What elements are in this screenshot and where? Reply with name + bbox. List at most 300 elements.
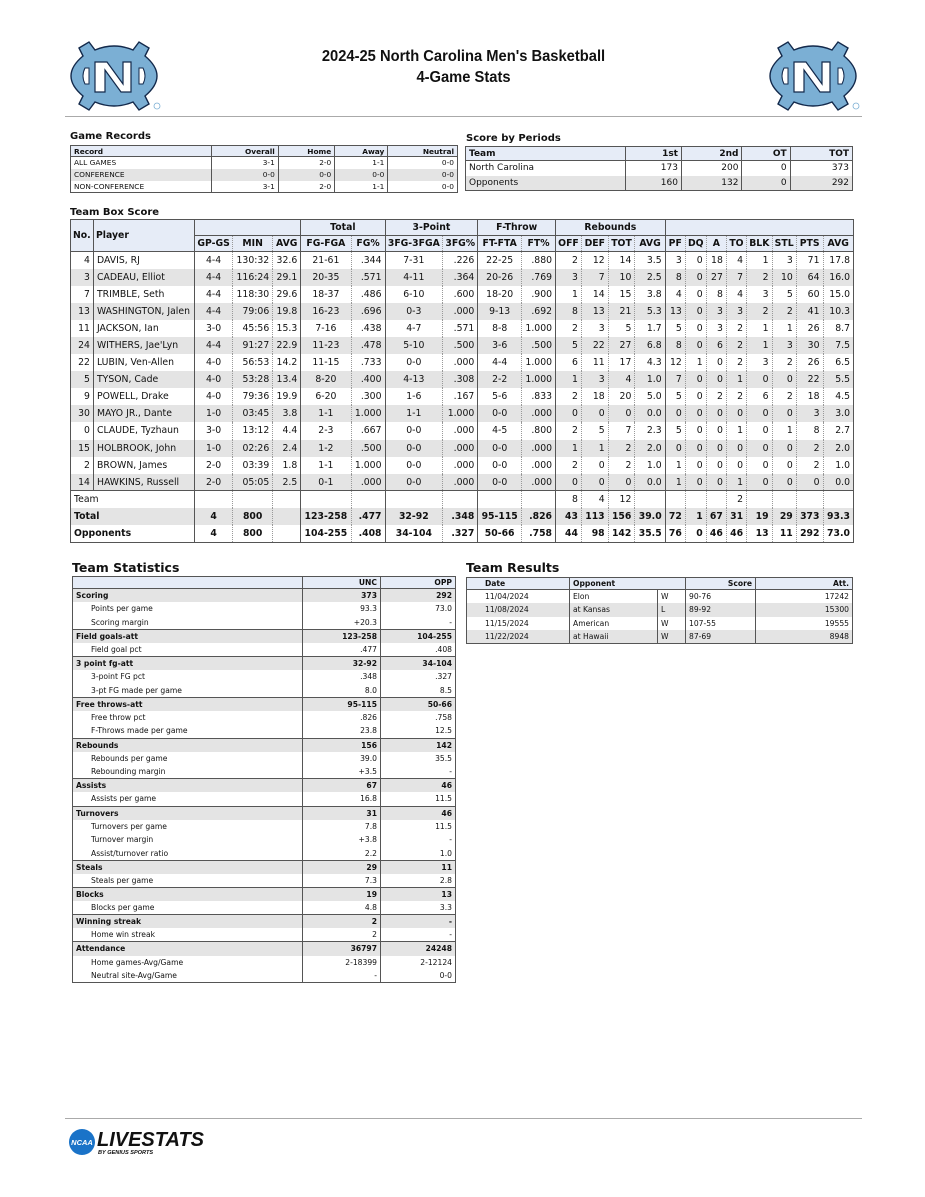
stat-category-row — [73, 656, 456, 670]
stat-cell: .758 — [522, 525, 556, 542]
stat-cell: 1.000 — [522, 320, 556, 337]
game-row — [467, 603, 853, 617]
jersey-number: 24 — [71, 337, 94, 354]
game-records-title: Game Records — [70, 131, 151, 142]
stat-cell: 2-0 — [195, 457, 233, 474]
stat-cell: 0 — [772, 371, 796, 388]
stat-cell: .000 — [443, 422, 478, 439]
stat-cell: 8-8 — [478, 320, 522, 337]
stat-cell: 0 — [706, 354, 726, 371]
col-team: Team — [466, 147, 626, 161]
game-date: 11/08/2024 — [467, 603, 570, 617]
stat-label: Home games-Avg/Game — [73, 956, 303, 970]
stat-cell: 0 — [608, 405, 635, 422]
stat-row — [73, 820, 456, 834]
stat-cell: .000 — [522, 405, 556, 422]
unc-value: 2 — [303, 928, 381, 942]
stat-cell: 1 — [665, 474, 685, 491]
stat-cell: 2 — [556, 252, 582, 269]
stat-label: Attendance — [73, 942, 303, 956]
stat-cell: 5 — [772, 286, 796, 303]
stat-cell: 03:39 — [233, 457, 273, 474]
stat-cell: 2-2 — [478, 371, 522, 388]
team-name: Opponents — [466, 176, 626, 191]
player-row — [71, 269, 854, 286]
stat-cell: 4 — [195, 508, 233, 525]
report-header — [65, 36, 862, 116]
stat-cell: 18 — [796, 388, 823, 405]
col-away: Away — [335, 146, 388, 157]
stat-cell: 6 — [747, 388, 773, 405]
stat-cell: 6.5 — [823, 354, 854, 371]
col-opponent: Opponent — [570, 578, 686, 590]
stat-cell: 0 — [726, 457, 746, 474]
stat-row — [73, 616, 456, 630]
stat-cell: 800 — [233, 508, 273, 525]
stat-row — [73, 765, 456, 779]
stat-cell: .696 — [351, 303, 385, 320]
stat-cell — [478, 491, 522, 508]
stat-cell: 64 — [796, 269, 823, 286]
stat-cell: 02:26 — [233, 440, 273, 457]
player-name: CLAUDE, Tyzhaun — [93, 422, 194, 439]
stat-cell: 1 — [685, 354, 706, 371]
stat-cell: 0 — [581, 474, 608, 491]
game-score: 89-92 — [686, 603, 756, 617]
stat-cell: 2 — [726, 491, 746, 508]
col-unc: UNC — [303, 577, 381, 589]
col-min: MIN — [233, 236, 273, 252]
stat-cell: 6-10 — [385, 286, 443, 303]
stat-cell: 1-1 — [301, 405, 351, 422]
stat-cell: 0-0 — [478, 405, 522, 422]
record-value: 1-1 — [335, 181, 388, 193]
opp-value: 1.0 — [381, 847, 456, 861]
stat-label: Steals — [73, 860, 303, 874]
player-name: LUBIN, Ven-Allen — [93, 354, 194, 371]
player-row — [71, 337, 854, 354]
stat-cell: 0 — [685, 303, 706, 320]
stat-cell: 0 — [747, 474, 773, 491]
stat-cell: 26 — [796, 354, 823, 371]
stat-row — [73, 956, 456, 970]
stat-cell: 5.0 — [635, 388, 665, 405]
stat-cell — [273, 491, 301, 508]
opp-value: 0-0 — [381, 969, 456, 983]
opp-value: - — [381, 616, 456, 630]
stat-cell: 800 — [233, 525, 273, 542]
stat-cell: 4-4 — [195, 252, 233, 269]
stat-cell: 0 — [747, 371, 773, 388]
stat-cell: 5-10 — [385, 337, 443, 354]
stat-row — [73, 874, 456, 888]
stat-row — [73, 792, 456, 806]
stat-cell: 4-4 — [195, 269, 233, 286]
stat-cell: .478 — [351, 337, 385, 354]
stat-cell: 4 — [726, 286, 746, 303]
unc-value: 156 — [303, 738, 381, 752]
livestats-wordmark: LIVESTATS — [97, 1129, 204, 1151]
record-value: 0-0 — [388, 181, 458, 193]
stat-cell: 1.0 — [635, 371, 665, 388]
unc-value: 7.3 — [303, 874, 381, 888]
stat-cell: 4-4 — [478, 354, 522, 371]
stat-cell: 0-1 — [301, 474, 351, 491]
opp-value: .327 — [381, 670, 456, 684]
stat-cell: 21 — [608, 303, 635, 320]
stat-cell: 0 — [685, 405, 706, 422]
stat-cell: 29.6 — [273, 286, 301, 303]
stat-row — [73, 643, 456, 657]
player-row — [71, 286, 854, 303]
stat-cell: 0 — [772, 457, 796, 474]
stat-cell: 3 — [706, 303, 726, 320]
col-tot: TOT — [790, 147, 852, 161]
stat-cell: 2 — [608, 440, 635, 457]
stat-cell — [665, 491, 685, 508]
stat-cell: 35.5 — [635, 525, 665, 542]
stat-cell: 03:45 — [233, 405, 273, 422]
stat-cell: 50-66 — [478, 525, 522, 542]
stat-label: Free throw pct — [73, 711, 303, 725]
stat-cell: 10 — [608, 269, 635, 286]
stat-cell: .000 — [351, 474, 385, 491]
stat-cell: 0-0 — [385, 440, 443, 457]
group-gp — [195, 220, 301, 236]
stat-cell: 0 — [685, 320, 706, 337]
stat-cell: 7 — [665, 371, 685, 388]
record-value: 0-0 — [278, 169, 334, 181]
stat-cell: .000 — [443, 303, 478, 320]
stat-cell: 32.6 — [273, 252, 301, 269]
stat-cell: 104-255 — [301, 525, 351, 542]
stat-cell — [747, 491, 773, 508]
stat-cell: 1.0 — [823, 457, 854, 474]
stat-cell: 8-20 — [301, 371, 351, 388]
stat-cell — [796, 491, 823, 508]
stat-cell: 8 — [706, 286, 726, 303]
stat-cell: 1 — [556, 371, 582, 388]
stat-cell: 79:36 — [233, 388, 273, 405]
stat-cell: 17 — [608, 354, 635, 371]
stat-cell: 2 — [772, 354, 796, 371]
record-value: 1-1 — [335, 157, 388, 169]
stat-row — [73, 847, 456, 861]
group-total: Total — [301, 220, 385, 236]
stat-cell: 20-35 — [301, 269, 351, 286]
stat-cell: 2 — [726, 388, 746, 405]
stat-cell: 8 — [556, 491, 582, 508]
stat-cell: 1 — [747, 252, 773, 269]
stat-cell: 13:12 — [233, 422, 273, 439]
stat-cell: 0 — [608, 474, 635, 491]
record-value: 0-0 — [211, 169, 278, 181]
stat-cell: 18 — [581, 388, 608, 405]
stat-cell: 3 — [581, 371, 608, 388]
stat-cell: 4-13 — [385, 371, 443, 388]
col-stl: STL — [772, 236, 796, 252]
opponent-name: at Kansas — [570, 603, 658, 617]
stat-cell: 0 — [665, 405, 685, 422]
stat-cell: 79:06 — [233, 303, 273, 320]
total-row — [71, 508, 854, 525]
stat-cell: 0 — [685, 337, 706, 354]
col-fg-fga: FG-FGA — [301, 236, 351, 252]
opp-value: 11.5 — [381, 820, 456, 834]
stat-cell: 0 — [581, 405, 608, 422]
game-date: 11/22/2024 — [467, 630, 570, 644]
stat-label: Turnovers per game — [73, 820, 303, 834]
stat-cell: 16.0 — [823, 269, 854, 286]
unc-value: 32-92 — [303, 656, 381, 670]
ncaa-badge-text: NCAA — [71, 1138, 93, 1147]
stat-cell: .226 — [443, 252, 478, 269]
unc-value: 2 — [303, 915, 381, 929]
player-name: DAVIS, RJ — [93, 252, 194, 269]
stat-cell: 9-13 — [478, 303, 522, 320]
game-result: W — [658, 617, 686, 631]
game-row — [467, 590, 853, 604]
stat-cell: 56:53 — [233, 354, 273, 371]
stat-cell: 118:30 — [233, 286, 273, 303]
player-name: HAWKINS, Russell — [93, 474, 194, 491]
stat-cell: .167 — [443, 388, 478, 405]
stat-cell: 2.7 — [823, 422, 854, 439]
stat-cell: 7 — [581, 269, 608, 286]
stat-cell: 2 — [608, 457, 635, 474]
stat-cell: 6-20 — [301, 388, 351, 405]
stat-cell: 05:05 — [233, 474, 273, 491]
period-score: 132 — [681, 176, 741, 191]
stat-label: 3-pt FG made per game — [73, 684, 303, 698]
stat-row — [73, 901, 456, 915]
stat-cell: 18 — [706, 252, 726, 269]
jersey-number: 3 — [71, 269, 94, 286]
stat-cell: 0 — [706, 474, 726, 491]
stat-cell: 16-23 — [301, 303, 351, 320]
stat-cell: 8 — [665, 269, 685, 286]
stat-cell: 1.000 — [522, 354, 556, 371]
stat-cell: 4-7 — [385, 320, 443, 337]
stat-cell: 34-104 — [385, 525, 443, 542]
stat-cell: .000 — [522, 457, 556, 474]
game-row — [467, 630, 853, 644]
stat-cell: .000 — [443, 474, 478, 491]
stat-cell: 98 — [581, 525, 608, 542]
game-attendance: 19555 — [756, 617, 853, 631]
stat-row — [73, 752, 456, 766]
stat-cell: 13 — [581, 303, 608, 320]
stat-cell: 93.3 — [823, 508, 854, 525]
stat-cell: 15.3 — [273, 320, 301, 337]
stat-cell: 0-0 — [478, 474, 522, 491]
stat-cell: 7.5 — [823, 337, 854, 354]
stat-label: Blocks — [73, 888, 303, 902]
opp-value: 73.0 — [381, 602, 456, 616]
stat-cell: 20 — [608, 388, 635, 405]
stat-cell — [522, 491, 556, 508]
stat-cell: 2 — [726, 320, 746, 337]
stat-cell: 5 — [665, 422, 685, 439]
jersey-number: 4 — [84, 254, 90, 266]
stat-cell: 2 — [747, 303, 773, 320]
opp-value: 142 — [381, 738, 456, 752]
stat-cell: 2 — [796, 457, 823, 474]
title-line-2: 4-Game Stats — [416, 69, 511, 86]
ncaa-livestats-logo — [68, 1126, 208, 1158]
stat-cell: 5 — [608, 320, 635, 337]
col-1st: 1st — [626, 147, 682, 161]
stat-label: Field goal pct — [73, 643, 303, 657]
stat-cell: .571 — [443, 320, 478, 337]
stat-cell: .880 — [522, 252, 556, 269]
stat-cell: 3 — [556, 269, 582, 286]
record-label: ALL GAMES — [71, 157, 212, 169]
col-avg: AVG — [273, 236, 301, 252]
stat-cell: 1 — [556, 286, 582, 303]
stat-cell: 67 — [706, 508, 726, 525]
stat-cell: 0 — [685, 286, 706, 303]
stat-category-row — [73, 806, 456, 820]
stat-cell: .344 — [351, 252, 385, 269]
stat-cell: 29 — [772, 508, 796, 525]
col-att: Att. — [756, 578, 853, 590]
record-label: NON-CONFERENCE — [71, 181, 212, 193]
unc-value: 36797 — [303, 942, 381, 956]
stat-cell: .826 — [522, 508, 556, 525]
stat-cell: .000 — [443, 457, 478, 474]
stat-cell: .000 — [522, 440, 556, 457]
stat-cell: 0 — [726, 405, 746, 422]
col-fg-: FG% — [351, 236, 385, 252]
stat-label: Blocks per game — [73, 901, 303, 915]
opp-value: .408 — [381, 643, 456, 657]
stat-cell — [823, 491, 854, 508]
col-overall: Overall — [211, 146, 278, 157]
col-date: Date — [467, 578, 570, 590]
col-home: Home — [278, 146, 334, 157]
opp-value: 34-104 — [381, 656, 456, 670]
stat-label: Rebounding margin — [73, 765, 303, 779]
stat-label: 3-point FG pct — [73, 670, 303, 684]
stat-cell: 1 — [726, 371, 746, 388]
stat-cell: .000 — [443, 440, 478, 457]
col-a: A — [706, 236, 726, 252]
box-score-table — [70, 219, 854, 543]
stat-cell: 4 — [581, 491, 608, 508]
stat-cell: 2.5 — [273, 474, 301, 491]
stat-cell: 1 — [772, 422, 796, 439]
stat-cell: 26 — [796, 320, 823, 337]
stat-cell: .000 — [443, 354, 478, 371]
stat-category-row — [73, 915, 456, 929]
opp-value: 46 — [381, 806, 456, 820]
stat-cell: 2.0 — [635, 440, 665, 457]
stat-category-row — [73, 860, 456, 874]
stat-cell: 10 — [772, 269, 796, 286]
stat-cell: 3 — [796, 405, 823, 422]
stat-cell: 2-3 — [301, 422, 351, 439]
stat-cell: 123-258 — [301, 508, 351, 525]
opponents-row — [71, 525, 854, 542]
stat-cell: 2.4 — [273, 440, 301, 457]
opp-value: 292 — [381, 589, 456, 603]
stat-cell: .571 — [351, 269, 385, 286]
stat-label: Free throws-att — [73, 697, 303, 711]
stat-cell: 4-0 — [195, 371, 233, 388]
stat-cell: 4-4 — [195, 286, 233, 303]
stat-cell: 7-31 — [385, 252, 443, 269]
stat-cell: 17.8 — [823, 252, 854, 269]
row-label: Opponents — [74, 527, 132, 539]
unc-value: 373 — [303, 589, 381, 603]
opp-value: 2.8 — [381, 874, 456, 888]
team-statistics-table — [72, 576, 456, 983]
stat-cell: 46 — [706, 525, 726, 542]
stat-cell — [233, 491, 273, 508]
unc-value: 67 — [303, 779, 381, 793]
stat-category-row — [73, 779, 456, 793]
col-no: No. — [71, 220, 94, 252]
stat-cell: 13 — [747, 525, 773, 542]
group-misc — [665, 220, 853, 236]
stat-cell: .500 — [443, 337, 478, 354]
stat-cell: 3 — [747, 286, 773, 303]
stat-cell: 1.000 — [351, 405, 385, 422]
player-row — [71, 422, 854, 439]
stat-cell — [273, 508, 301, 525]
stat-cell: .477 — [351, 508, 385, 525]
unc-value: 123-258 — [303, 629, 381, 643]
col-off: OFF — [556, 236, 582, 252]
jersey-number: 5 — [71, 371, 94, 388]
stat-cell: 4-11 — [385, 269, 443, 286]
opp-value: - — [381, 915, 456, 929]
stat-cell: 14 — [608, 252, 635, 269]
player-row — [71, 252, 854, 269]
col-pts: PTS — [796, 236, 823, 252]
record-value: 2-0 — [278, 157, 334, 169]
stat-cell: 10.3 — [823, 303, 854, 320]
opp-value: 50-66 — [381, 697, 456, 711]
game-score: 87-69 — [686, 630, 756, 644]
game-result: L — [658, 603, 686, 617]
stat-cell — [273, 525, 301, 542]
game-records-table — [70, 145, 458, 193]
stat-cell: 0 — [665, 440, 685, 457]
stat-cell: .600 — [443, 286, 478, 303]
player-row — [71, 474, 854, 491]
opp-value: 12.5 — [381, 724, 456, 738]
table-row — [71, 169, 458, 181]
opp-value: - — [381, 928, 456, 942]
stat-cell: 53:28 — [233, 371, 273, 388]
stat-cell: 1.000 — [443, 405, 478, 422]
game-date: 11/15/2024 — [467, 617, 570, 631]
stat-cell: 18-37 — [301, 286, 351, 303]
stat-cell: 373 — [796, 508, 823, 525]
stat-label: 3 point fg-att — [73, 656, 303, 670]
stat-label: Field goals-att — [73, 629, 303, 643]
stat-cell: 0 — [772, 440, 796, 457]
stat-cell: 72 — [665, 508, 685, 525]
stat-cell: 12 — [581, 252, 608, 269]
stat-cell: 22 — [581, 337, 608, 354]
stat-row — [73, 602, 456, 616]
stat-cell: 3 — [665, 252, 685, 269]
stat-cell: 4 — [608, 371, 635, 388]
stat-cell: 0.0 — [823, 474, 854, 491]
